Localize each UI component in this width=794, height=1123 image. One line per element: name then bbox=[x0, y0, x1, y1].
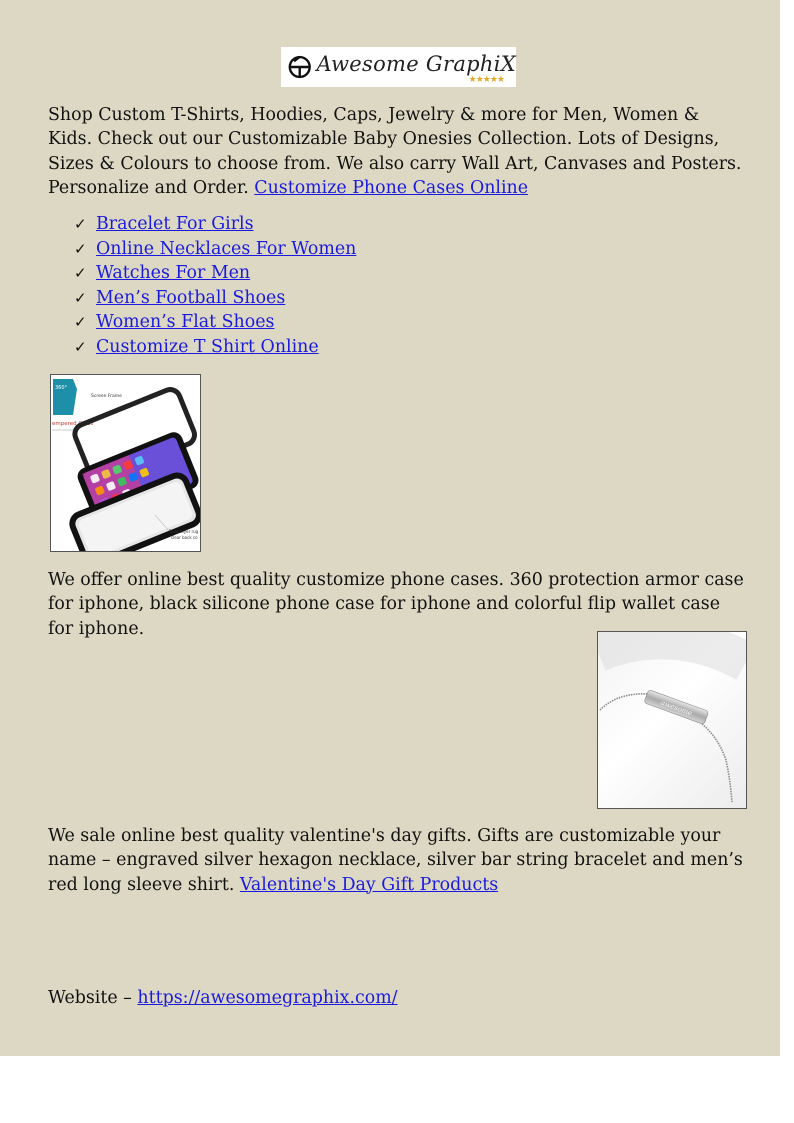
website-url-link[interactable]: https://awesomegraphix.com/ bbox=[137, 988, 398, 1008]
clear-back-label: clear back co bbox=[171, 535, 198, 540]
bracelet-engraving: awesome bbox=[659, 698, 694, 718]
checkmark-icon: ✓ bbox=[74, 264, 87, 282]
svg-text:360°: 360° bbox=[55, 385, 68, 391]
checkmark-icon: ✓ bbox=[74, 337, 87, 356]
online-necklaces-link[interactable]: Online Necklaces For Women bbox=[96, 238, 357, 259]
valentine-paragraph bbox=[48, 824, 748, 897]
ag-monogram-icon bbox=[287, 51, 312, 83]
customize-phone-cases-link[interactable]: Customize Phone Cases Online bbox=[254, 177, 529, 198]
website-line bbox=[48, 986, 748, 1010]
mens-football-shoes-link[interactable]: Men’s Football Shoes bbox=[96, 287, 286, 308]
checkmark-icon: ✓ bbox=[74, 288, 87, 307]
list-item bbox=[74, 237, 356, 262]
website-label: Website – bbox=[48, 988, 138, 1008]
watches-for-men-link[interactable]: Watches For Men bbox=[96, 263, 251, 283]
list-item bbox=[74, 286, 356, 311]
list-item bbox=[74, 335, 356, 360]
valentines-day-gift-link[interactable]: Valentine's Day Gift Products bbox=[239, 874, 499, 895]
list-item bbox=[74, 310, 356, 335]
list-item bbox=[74, 261, 356, 286]
intro-paragraph bbox=[48, 103, 748, 200]
product-link-list bbox=[74, 212, 356, 359]
phone-case-image bbox=[50, 374, 201, 552]
customize-t-shirt-link[interactable]: Customize T Shirt Online bbox=[96, 336, 319, 357]
dual-layer-label: Dual–layer rug bbox=[169, 529, 199, 534]
list-item bbox=[74, 212, 356, 237]
brand-logo[interactable] bbox=[281, 47, 516, 87]
bar-bracelet-illustration bbox=[598, 632, 746, 808]
valentine-text: We sale online best quality valentine's day gifts. Gifts are customizable your name – engraved silver hexagon necklace, silver bar string bracelet and men’s red long sleeve shirt. bbox=[48, 826, 743, 895]
phone-case-paragraph: We offer online best quality customize phone cases. 360 protection armor case for iphone, black silicone phone case for iphone and colorful flip wallet case for iphone. bbox=[48, 570, 744, 639]
checkmark-icon: ✓ bbox=[74, 239, 87, 258]
bracelet-image bbox=[597, 631, 747, 809]
checkmark-icon: ✓ bbox=[74, 215, 87, 233]
intro-text: Shop Custom T-Shirts, Hoodies, Caps, Jewelry & more for Men, Women & Kids. Check out our Customizable Baby Onesies Collection. Lots of Designs, Sizes & Colours to choose from. We also carry Wall Art, Canvases and Posters. Personalize and Order. bbox=[48, 105, 742, 198]
checkmark-icon: ✓ bbox=[74, 313, 87, 331]
bracelet-for-girls-link[interactable]: Bracelet For Girls bbox=[96, 214, 254, 234]
phone-case-illustration bbox=[51, 375, 200, 551]
rating-stars-icon: ★★★★★ bbox=[468, 75, 504, 85]
screen-frame-label: Screen Frame bbox=[91, 394, 122, 399]
tempered-glass-label: empered Glass bbox=[52, 421, 94, 427]
womens-flat-shoes-link[interactable]: Women’s Flat Shoes bbox=[96, 312, 275, 332]
logo-wordmark: Awesome GraphiX bbox=[316, 52, 516, 76]
